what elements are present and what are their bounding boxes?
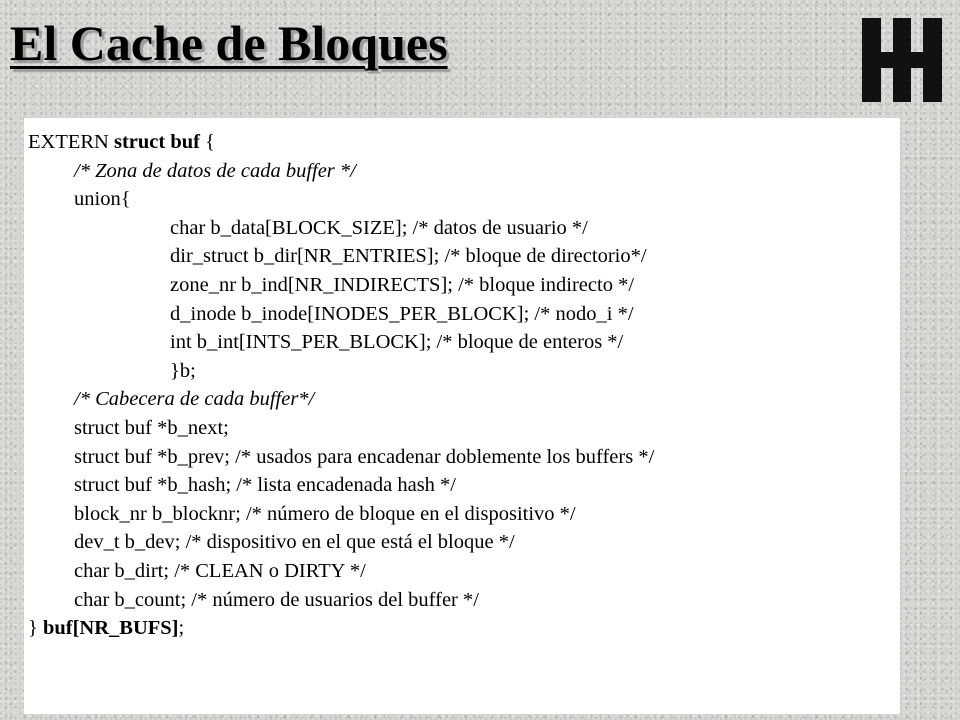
union-member-line: char b_data[BLOCK_SIZE]; /* datos de usuario */ xyxy=(170,216,588,239)
header-member-line: char b_dirt; /* CLEAN o DIRTY */ xyxy=(74,559,366,582)
extern-prefix: EXTERN xyxy=(28,131,114,153)
data-zone-comment: /* Zona de datos de cada buffer */ xyxy=(74,159,356,182)
struct-declaration-line xyxy=(28,128,900,157)
header-member-line: dev_t b_dev; /* dispositivo en el que está el bloque */ xyxy=(74,531,515,554)
statement-terminator: ; xyxy=(178,617,185,640)
header-member-line: char b_count; /* número de usuarios del buffer */ xyxy=(74,588,479,611)
struct-keyword: struct buf xyxy=(113,131,200,153)
header-member-line: struct buf *b_prev; /* usados para encadenar doblemente los buffers */ xyxy=(74,445,655,468)
struct-close-line xyxy=(28,614,900,643)
buffer-array-declaration: buf[NR_BUFS] xyxy=(42,617,179,640)
header-member-line: block_nr b_blocknr; /* número de bloque en el dispositivo */ xyxy=(74,502,576,525)
close-brace: } xyxy=(28,617,43,640)
code-block xyxy=(24,118,900,714)
utn-logo-icon xyxy=(862,18,942,102)
union-member-line: dir_struct b_dir[NR_ENTRIES]; /* bloque de directorio*/ xyxy=(170,245,647,268)
slide-title: El Cache de Bloques xyxy=(10,15,448,71)
open-brace: { xyxy=(199,131,215,153)
union-member-line: int b_int[INTS_PER_BLOCK]; /* bloque de enteros */ xyxy=(170,331,624,354)
union-member-line: d_inode b_inode[INODES_PER_BLOCK]; /* nodo_i */ xyxy=(170,302,634,325)
header-comment: /* Cabecera de cada buffer*/ xyxy=(74,388,315,411)
union-open-line: union{ xyxy=(74,188,131,211)
header-member-line: struct buf *b_next; xyxy=(74,416,229,439)
union-close-line: }b; xyxy=(170,359,196,382)
header-member-line: struct buf *b_hash; /* lista encadenada hash */ xyxy=(74,474,456,497)
union-member-line: zone_nr b_ind[NR_INDIRECTS]; /* bloque indirecto */ xyxy=(170,273,635,296)
